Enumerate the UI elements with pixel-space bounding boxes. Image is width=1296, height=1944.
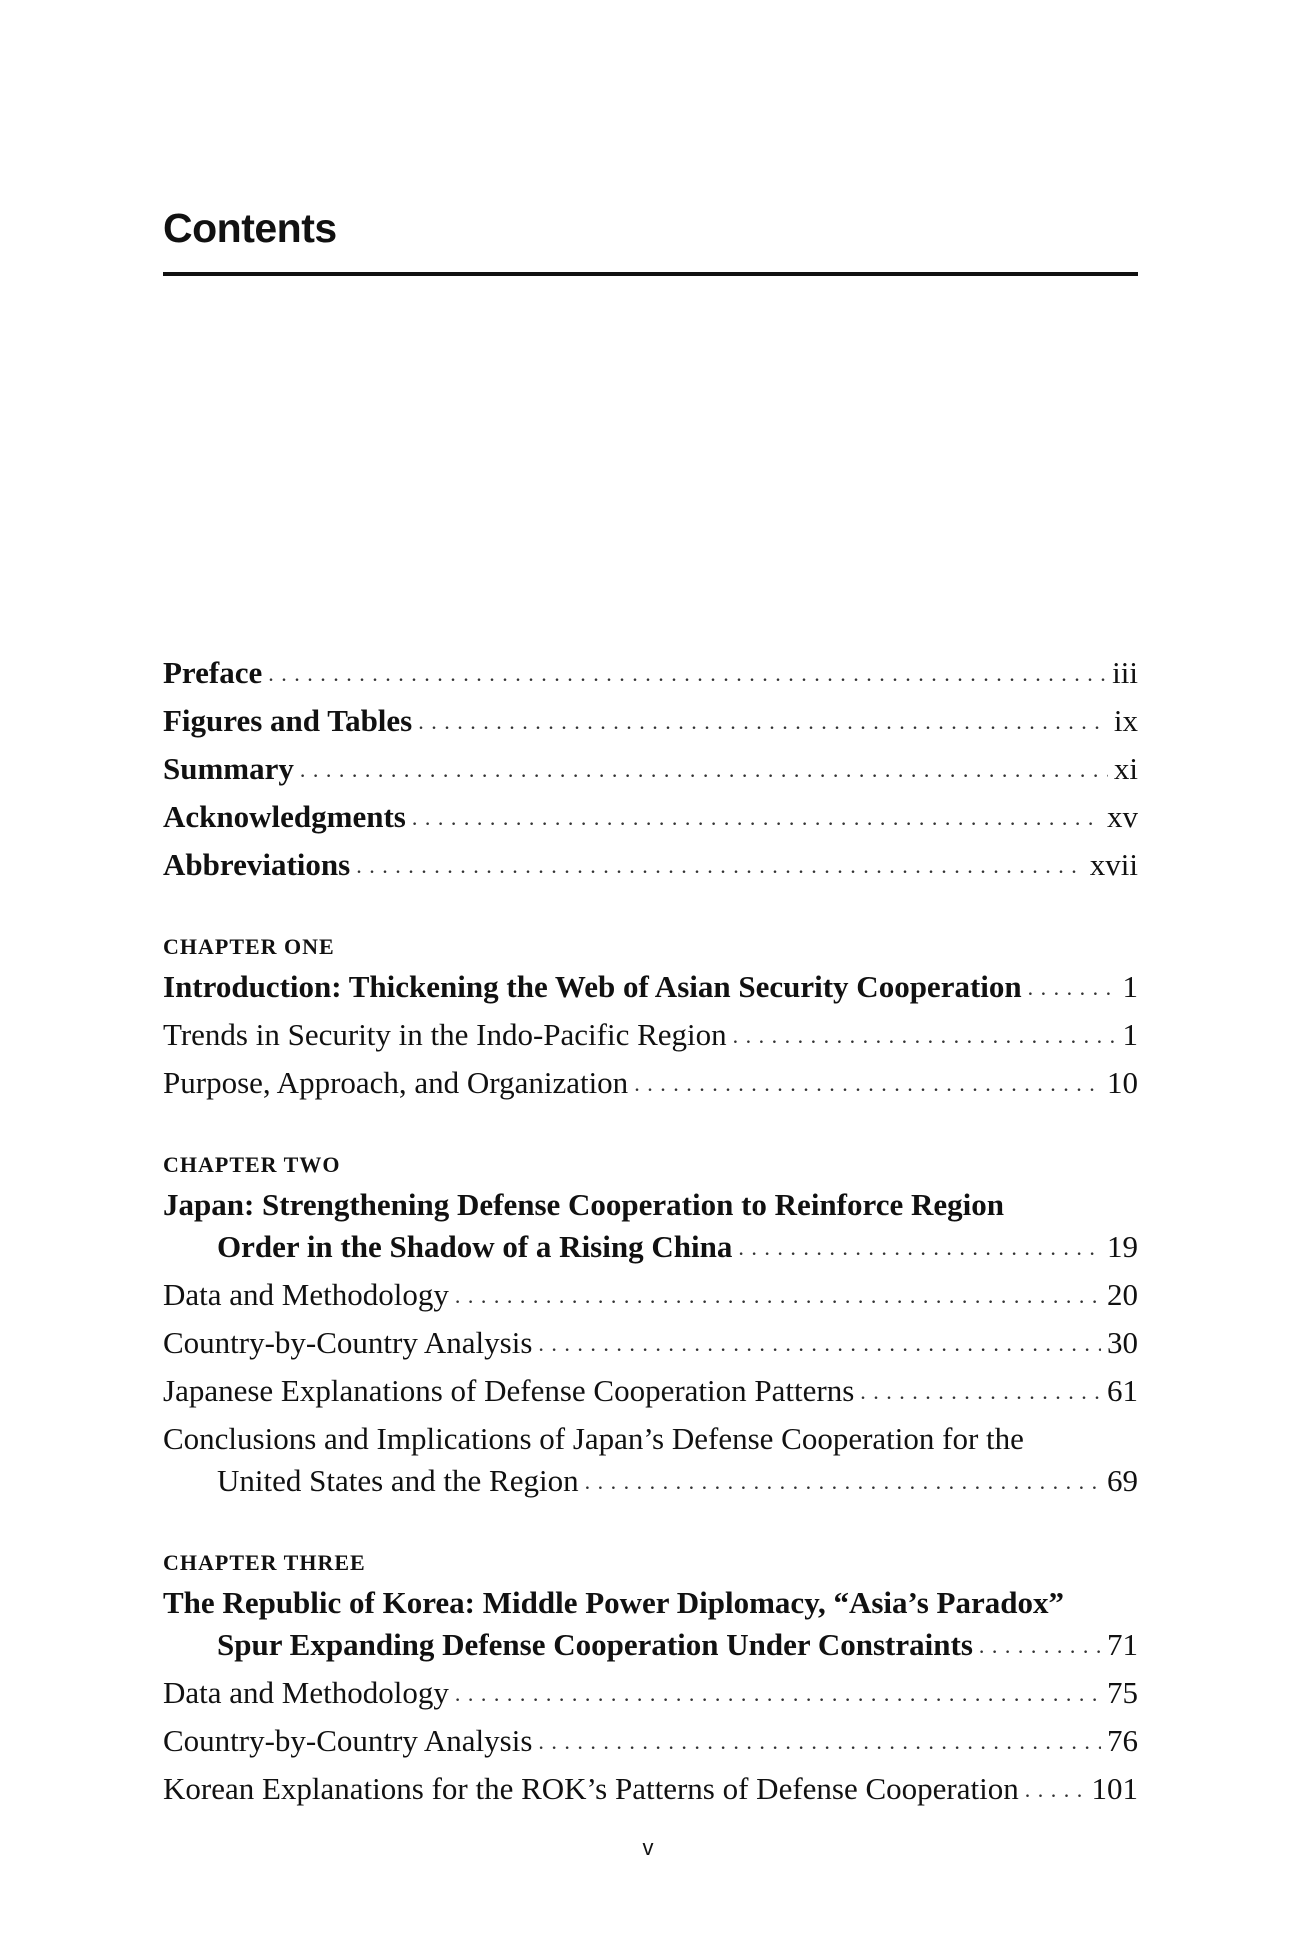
toc-page-number: 1: [1122, 1017, 1138, 1052]
toc-entry-acknowledgments[interactable]: [163, 796, 1138, 844]
toc-entry-title: Figures and Tables: [163, 703, 413, 738]
toc-page-number: 1: [1122, 969, 1138, 1004]
toc-section-entry[interactable]: [163, 1322, 1138, 1370]
dot-leader: [733, 1029, 1117, 1060]
toc-section-entry[interactable]: [163, 1370, 1138, 1418]
toc-entry-summary[interactable]: [163, 748, 1138, 796]
dot-leader: [738, 1241, 1101, 1272]
toc-section-entry[interactable]: [163, 1672, 1138, 1720]
toc-entry-title-line1: The Republic of Korea: Middle Power Diplomacy, “Asia’s Paradox”: [163, 1585, 1064, 1620]
toc-page-number: iii: [1112, 655, 1138, 690]
toc-section-entry[interactable]: [163, 1274, 1138, 1322]
toc-page-number: xi: [1113, 751, 1138, 786]
toc-page-number: 61: [1107, 1373, 1138, 1408]
toc-page-number: 10: [1107, 1065, 1138, 1100]
toc-entry-abbreviations[interactable]: [163, 844, 1138, 892]
toc-page-number: xvii: [1089, 847, 1138, 882]
toc-section-entry[interactable]: [163, 1418, 1138, 1508]
title-rule: [163, 272, 1138, 276]
dot-leader: [455, 1289, 1101, 1320]
toc-chapter-title[interactable]: [163, 1582, 1138, 1672]
chapter-label: CHAPTER TWO: [163, 1152, 341, 1177]
toc-entry-title: Introduction: Thickening the Web of Asian Security Cooperation: [163, 969, 1022, 1004]
toc-entry-preface[interactable]: [163, 652, 1138, 700]
toc-entry-title: Korean Explanations for the ROK’s Patterns of Defense Cooperation: [163, 1771, 1019, 1806]
toc-section-entry[interactable]: [163, 1014, 1138, 1062]
dot-leader: [412, 811, 1101, 842]
toc-section-entry[interactable]: [163, 1768, 1138, 1816]
table-of-contents: [163, 652, 1138, 1816]
toc-entry-title-line2: Spur Expanding Defense Cooperation Under Constraints: [217, 1627, 973, 1662]
dot-leader: [1028, 981, 1117, 1012]
toc-entry-title: Country-by-Country Analysis: [163, 1723, 533, 1758]
toc-entry-title: Acknowledgments: [163, 799, 406, 834]
toc-entry-title: Trends in Security in the Indo-Pacific Region: [163, 1017, 727, 1052]
chapter-label: CHAPTER ONE: [163, 934, 335, 959]
dot-leader: [979, 1639, 1101, 1670]
toc-entry-title-line2: Order in the Shadow of a Rising China: [217, 1229, 733, 1264]
dot-leader: [1025, 1783, 1086, 1814]
toc-entry-title: Data and Methodology: [163, 1675, 449, 1710]
toc-entry-title: Abbreviations: [163, 847, 351, 882]
toc-page-number: xv: [1107, 799, 1138, 834]
chapter-label: CHAPTER THREE: [163, 1550, 366, 1575]
toc-page-number: 69: [1107, 1463, 1138, 1498]
dot-leader: [634, 1077, 1101, 1108]
dot-leader: [455, 1687, 1101, 1718]
toc-chapter-title[interactable]: [163, 966, 1138, 1014]
toc-section-entry[interactable]: [163, 1720, 1138, 1768]
toc-entry-title: Japanese Explanations of Defense Cooperation Patterns: [163, 1373, 855, 1408]
toc-page-number: 76: [1107, 1723, 1138, 1758]
toc-chapter-title[interactable]: [163, 1184, 1138, 1274]
page-number-footer: v: [642, 1835, 654, 1860]
toc-entry-title-line1: Conclusions and Implications of Japan’s Defense Cooperation for the: [163, 1421, 1024, 1456]
dot-leader: [268, 667, 1106, 698]
dot-leader: [418, 715, 1108, 746]
toc-page-number: 101: [1091, 1771, 1138, 1806]
toc-page-number: 71: [1107, 1627, 1138, 1662]
toc-page-number: 20: [1107, 1277, 1138, 1312]
toc-entry-title: Purpose, Approach, and Organization: [163, 1065, 629, 1100]
dot-leader: [356, 859, 1084, 890]
dot-leader: [300, 763, 1108, 794]
toc-page-number: 30: [1107, 1325, 1138, 1360]
toc-entry-figures-and-tables[interactable]: [163, 700, 1138, 748]
toc-entry-title-line2: United States and the Region: [217, 1463, 579, 1498]
dot-leader: [538, 1735, 1101, 1766]
dot-leader: [585, 1475, 1101, 1506]
toc-section-entry[interactable]: [163, 1062, 1138, 1110]
toc-entry-title-line1: Japan: Strengthening Defense Cooperation to Reinforce Region: [163, 1187, 1004, 1222]
toc-entry-title: Summary: [163, 751, 294, 786]
dot-leader: [860, 1385, 1101, 1416]
dot-leader: [538, 1337, 1101, 1368]
toc-page-number: ix: [1113, 703, 1138, 738]
toc-entry-title: Preface: [163, 655, 263, 690]
toc-entry-title: Country-by-Country Analysis: [163, 1325, 533, 1360]
toc-page-number: 75: [1107, 1675, 1138, 1710]
page-title: Contents: [163, 205, 337, 251]
toc-entry-title: Data and Methodology: [163, 1277, 449, 1312]
toc-page-number: 19: [1107, 1229, 1138, 1264]
